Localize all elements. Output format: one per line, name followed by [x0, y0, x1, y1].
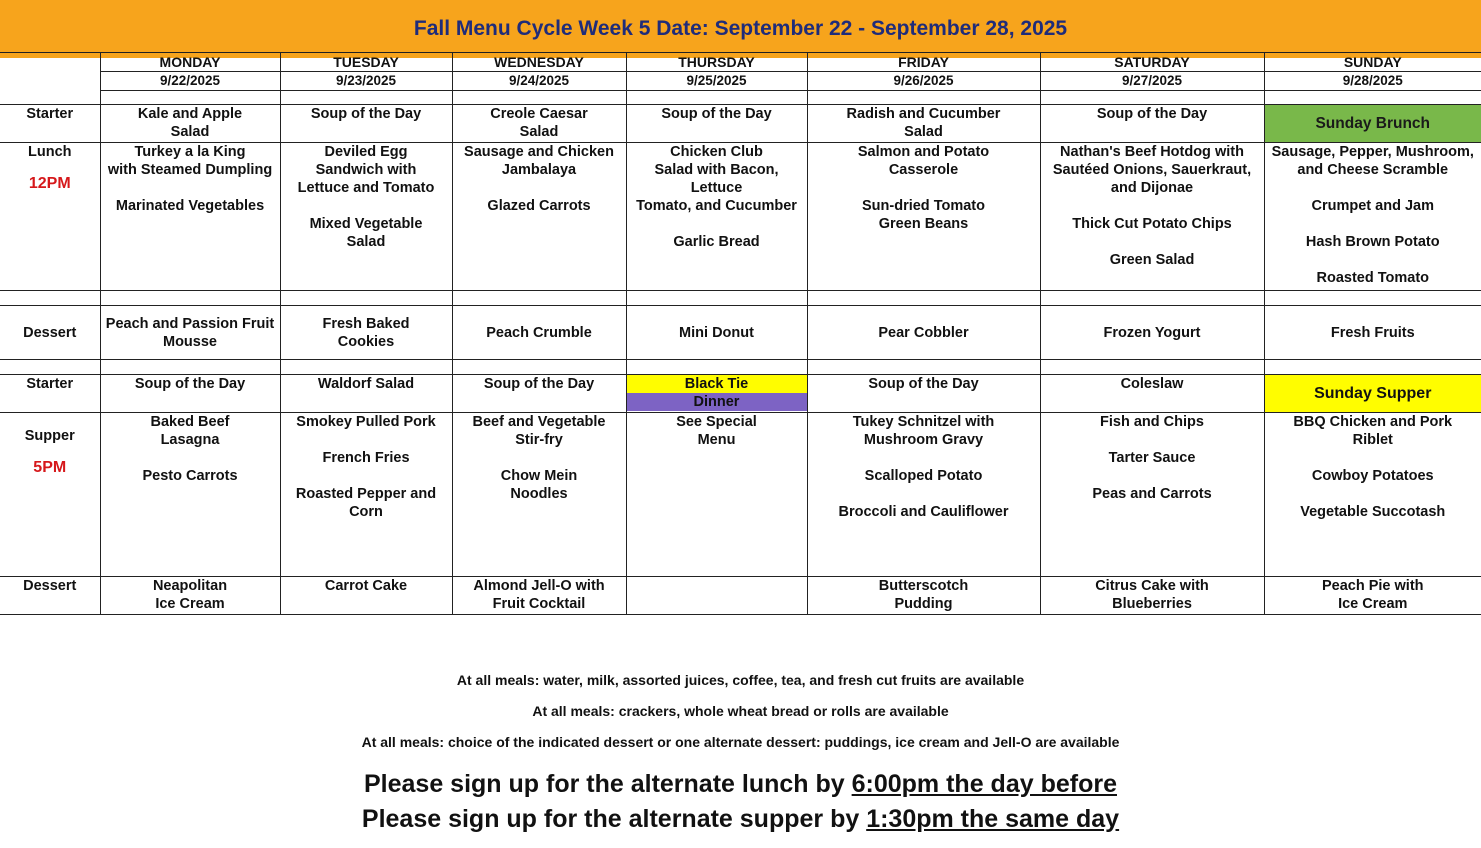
row-label-dessert: Dessert: [0, 577, 100, 615]
spacer-row: [0, 360, 1481, 375]
lunch-starter-row: [0, 105, 1481, 143]
lunch-main-cell: Chicken Club Salad with Bacon, Lettuce Tomato, and Cucumber Garlic Bread: [626, 143, 807, 291]
day-date: 9/22/2025: [100, 72, 280, 91]
lunch-main-cell: Deviled Egg Sandwich with Lettuce and Tomato Mixed Vegetable Salad: [280, 143, 452, 291]
spacer-row: [0, 291, 1481, 306]
row-label-lunch: [0, 143, 100, 291]
header-dates-row: [0, 72, 1481, 91]
day-name: TUESDAY: [280, 53, 452, 72]
lunch-starter-cell: Soup of the Day: [280, 105, 452, 143]
supper-starter-cell: Coleslaw: [1040, 375, 1264, 413]
black-tie-dinner-cell: [626, 375, 807, 413]
supper-starter-cell: Soup of the Day: [807, 375, 1040, 413]
supper-label: Supper: [24, 428, 75, 444]
day-date: 9/25/2025: [626, 72, 807, 91]
menu-title: Fall Menu Cycle Week 5 Date: September 22 - September 28, 2025: [0, 0, 1481, 58]
dinner-label: Dinner: [626, 393, 807, 411]
lunch-dessert-cell: Peach and Passion Fruit Mousse: [100, 306, 280, 360]
signup-lunch-deadline: 6:00pm the day before: [851, 770, 1117, 798]
day-name: WEDNESDAY: [452, 53, 626, 72]
row-label-supper: [0, 413, 100, 577]
day-name: FRIDAY: [807, 53, 1040, 72]
lunch-dessert-row: [0, 306, 1481, 360]
signup-supper-text: Please sign up for the alternate supper by: [361, 805, 867, 833]
supper-dessert-cell: Butterscotch Pudding: [807, 577, 1040, 615]
supper-starter-cell: Waldorf Salad: [280, 375, 452, 413]
supper-main-row: [0, 413, 1481, 577]
day-name: SUNDAY: [1264, 53, 1481, 72]
sunday-brunch-label: Sunday Brunch: [1264, 105, 1481, 143]
supper-dessert-cell: Peach Pie with Ice Cream: [1264, 577, 1481, 615]
supper-dessert-cell: Almond Jell-O with Fruit Cocktail: [452, 577, 626, 615]
day-date: 9/23/2025: [280, 72, 452, 91]
lunch-starter-cell: Soup of the Day: [1040, 105, 1264, 143]
day-date: 9/24/2025: [452, 72, 626, 91]
supper-dessert-row: [0, 577, 1481, 615]
black-tie-label: Black Tie: [626, 375, 807, 393]
lunch-dessert-cell: Mini Donut: [626, 306, 807, 360]
lunch-dessert-cell: Fresh Baked Cookies: [280, 306, 452, 360]
sunday-supper-label: Sunday Supper: [1264, 375, 1481, 413]
day-name: MONDAY: [100, 53, 280, 72]
row-label-dessert: Dessert: [0, 306, 100, 360]
supper-main-cell: BBQ Chicken and Pork Riblet Cowboy Potatoes Vegetable Succotash: [1264, 413, 1481, 577]
supper-main-cell: Beef and Vegetable Stir-fry Chow Mein Noodles: [452, 413, 626, 577]
corner-cell: [0, 53, 100, 105]
supper-main-cell: See Special Menu: [626, 413, 807, 577]
supper-starter-cell: Soup of the Day: [100, 375, 280, 413]
day-date: 9/28/2025: [1264, 72, 1481, 91]
supper-main-cell: Baked Beef Lasagna Pesto Carrots: [100, 413, 280, 577]
lunch-label: Lunch: [28, 144, 72, 160]
supper-time: 5PM: [33, 459, 67, 476]
lunch-starter-cell: Creole Caesar Salad: [452, 105, 626, 143]
row-label-starter: Starter: [0, 375, 100, 413]
lunch-main-cell: Turkey a la King with Steamed Dumpling Marinated Vegetables: [100, 143, 280, 291]
supper-main-cell: Fish and Chips Tarter Sauce Peas and Carrots: [1040, 413, 1264, 577]
lunch-dessert-cell: Fresh Fruits: [1264, 306, 1481, 360]
supper-main-cell: Tukey Schnitzel with Mushroom Gravy Scalloped Potato Broccoli and Cauliflower: [807, 413, 1040, 577]
day-name: SATURDAY: [1040, 53, 1264, 72]
supper-starter-row: [0, 375, 1481, 413]
note-line: At all meals: choice of the indicated dessert or one alternate dessert: puddings, ice cream and Jell-O are available: [361, 734, 1120, 750]
note-line: At all meals: water, milk, assorted juices, coffee, tea, and fresh cut fruits are available: [456, 672, 1025, 688]
lunch-starter-cell: Radish and Cucumber Salad: [807, 105, 1040, 143]
menu-table: [0, 52, 1481, 615]
note-line: At all meals: crackers, whole wheat bread or rolls are available: [532, 703, 949, 719]
signup-supper-deadline: 1:30pm the same day: [866, 805, 1120, 833]
lunch-dessert-cell: Frozen Yogurt: [1040, 306, 1264, 360]
lunch-time: 12PM: [28, 175, 71, 192]
supper-dessert-cell: [626, 577, 807, 615]
supper-dessert-cell: Citrus Cake with Blueberries: [1040, 577, 1264, 615]
lunch-main-cell: Sausage and Chicken Jambalaya Glazed Carrots: [452, 143, 626, 291]
day-date: 9/27/2025: [1040, 72, 1264, 91]
signup-supper: [0, 805, 1481, 834]
row-label-starter: Starter: [0, 105, 100, 143]
signup-lunch-text: Please sign up for the alternate lunch by: [364, 770, 852, 798]
lunch-dessert-cell: Pear Cobbler: [807, 306, 1040, 360]
signup-lunch: [0, 770, 1481, 799]
lunch-main-row: [0, 143, 1481, 291]
supper-starter-cell: Soup of the Day: [452, 375, 626, 413]
lunch-main-cell: Sausage, Pepper, Mushroom, and Cheese Scramble Crumpet and Jam Hash Brown Potato Roasted Tomato: [1264, 143, 1481, 291]
lunch-main-cell: Salmon and Potato Casserole Sun-dried Tomato Green Beans: [807, 143, 1040, 291]
lunch-starter-cell: Kale and Apple Salad: [100, 105, 280, 143]
day-name: THURSDAY: [626, 53, 807, 72]
supper-main-cell: Smokey Pulled Pork French Fries Roasted Pepper and Corn: [280, 413, 452, 577]
lunch-dessert-cell: Peach Crumble: [452, 306, 626, 360]
lunch-main-cell: Nathan's Beef Hotdog with Sautéed Onions, Sauerkraut, and Dijonae Thick Cut Potato Chips Green Salad: [1040, 143, 1264, 291]
header-days-row: [0, 53, 1481, 72]
supper-dessert-cell: Carrot Cake: [280, 577, 452, 615]
lunch-starter-cell: Soup of the Day: [626, 105, 807, 143]
day-date: 9/26/2025: [807, 72, 1040, 91]
supper-dessert-cell: Neapolitan Ice Cream: [100, 577, 280, 615]
header-spacer-row: [0, 91, 1481, 105]
